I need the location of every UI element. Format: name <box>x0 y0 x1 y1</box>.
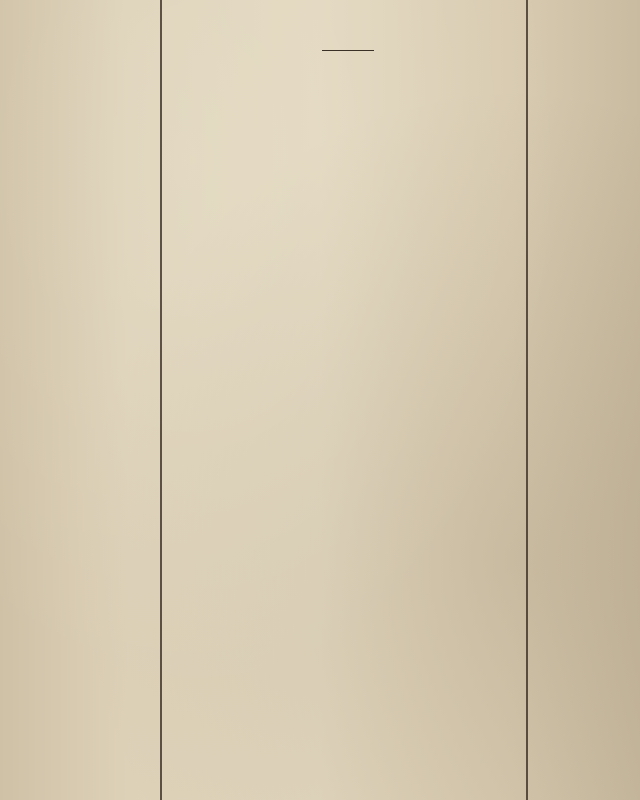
column-rule-right <box>526 0 528 800</box>
right-column <box>532 0 640 800</box>
middle-column <box>172 0 524 800</box>
article-divider <box>322 50 374 51</box>
left-column <box>0 0 150 800</box>
column-rule-left <box>160 0 162 800</box>
